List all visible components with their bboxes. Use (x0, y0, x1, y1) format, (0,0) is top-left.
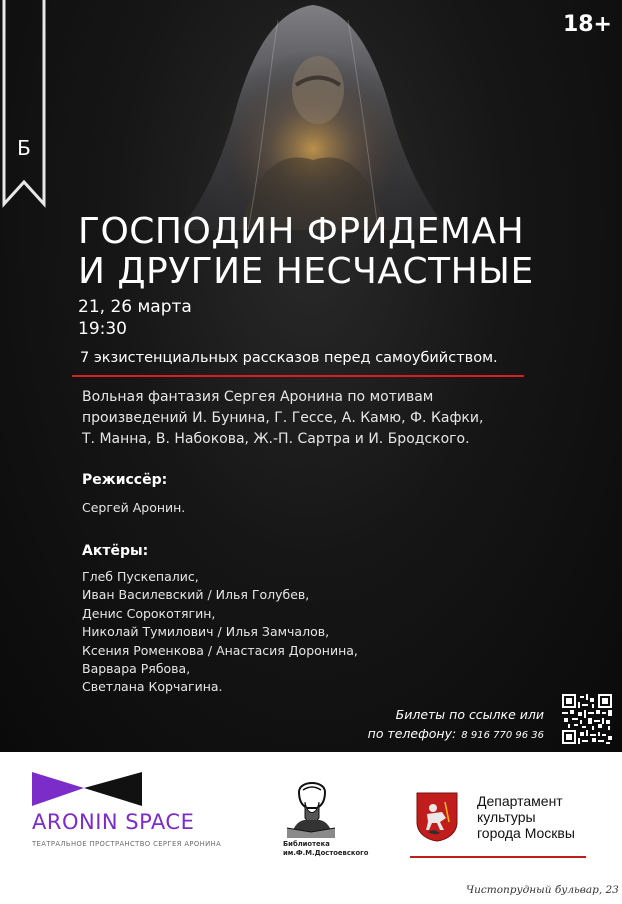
cast-member: Денис Сорокотягин, (82, 605, 216, 621)
bookmark-letter: Б (17, 136, 31, 160)
culture-department-name (477, 793, 575, 841)
cast-list (82, 568, 358, 697)
dept-line: Департамент (477, 793, 563, 809)
cast-member: Глеб Пускепалис, (82, 569, 199, 584)
age-rating-badge: 18+ (562, 12, 612, 37)
aronin-space-subtitle: ТЕАТРАЛЬНОЕ ПРОСТРАНСТВО СЕРГЕЯ АРОНИНА (32, 840, 222, 848)
show-dates: 21, 26 марта (78, 297, 192, 317)
cast-member: Светлана Корчагина. (82, 679, 223, 695)
cast-member: Иван Василевский / Илья Голубев, (82, 587, 310, 603)
phone-number[interactable]: 8 916 770 96 36 (461, 730, 544, 741)
cast-member: Варвара Рябова, (82, 661, 191, 677)
tagline-underline (72, 375, 524, 377)
qr-code-icon[interactable] (562, 694, 612, 744)
dept-line: культуры (477, 809, 536, 825)
moscow-coat-of-arms-icon (416, 792, 458, 842)
veiled-figure-image (178, 0, 448, 230)
footer (0, 752, 622, 904)
tickets-info (368, 706, 544, 742)
bookmark-ribbon-icon (2, 0, 46, 208)
tickets-line-2: по телефону: (367, 726, 457, 741)
cast-member: Ксения Роменкова / Анастасия Доронина, (82, 642, 358, 658)
description-line: Т. Манна, В. Набокова, Ж.-П. Сартра и И. Бродского. (82, 431, 470, 447)
tagline: 7 экзистенциальных рассказов перед самоубийством. (80, 350, 498, 366)
dept-line: города Москвы (477, 825, 575, 841)
director-heading: Режиссёр: (82, 472, 168, 488)
library-line: Библиотека (283, 840, 330, 848)
cast-member: Николай Тумилович / Илья Замчалов, (82, 624, 330, 640)
director-name: Сергей Аронин. (82, 500, 186, 515)
title-line-1: ГОСПОДИН ФРИДЕМАН (78, 211, 525, 252)
aronin-space-name: ARONIN SPACE (32, 810, 195, 834)
library-line: им.Ф.М.Достоевского (283, 849, 369, 857)
aronin-space-logo-icon (32, 772, 142, 808)
show-time: 19:30 (78, 319, 127, 339)
description (82, 387, 582, 450)
venue-address: Чистопрудный бульвар, 23 (466, 884, 619, 896)
tickets-line-1: Билеты по ссылке или (395, 707, 544, 722)
title-line-2: И ДРУГИЕ НЕСЧАСТНЫЕ (78, 251, 534, 292)
library-name (283, 840, 368, 858)
dostoevsky-portrait-icon (283, 772, 341, 838)
description-line: Вольная фантазия Сергея Аронина по мотивам (82, 389, 434, 405)
description-line: произведений И. Бунина, Г. Гессе, А. Камю, Ф. Кафки, (82, 410, 484, 426)
show-title (78, 212, 598, 292)
cast-heading: Актёры: (82, 543, 149, 559)
dept-underline (410, 856, 586, 858)
show-schedule (78, 296, 192, 340)
